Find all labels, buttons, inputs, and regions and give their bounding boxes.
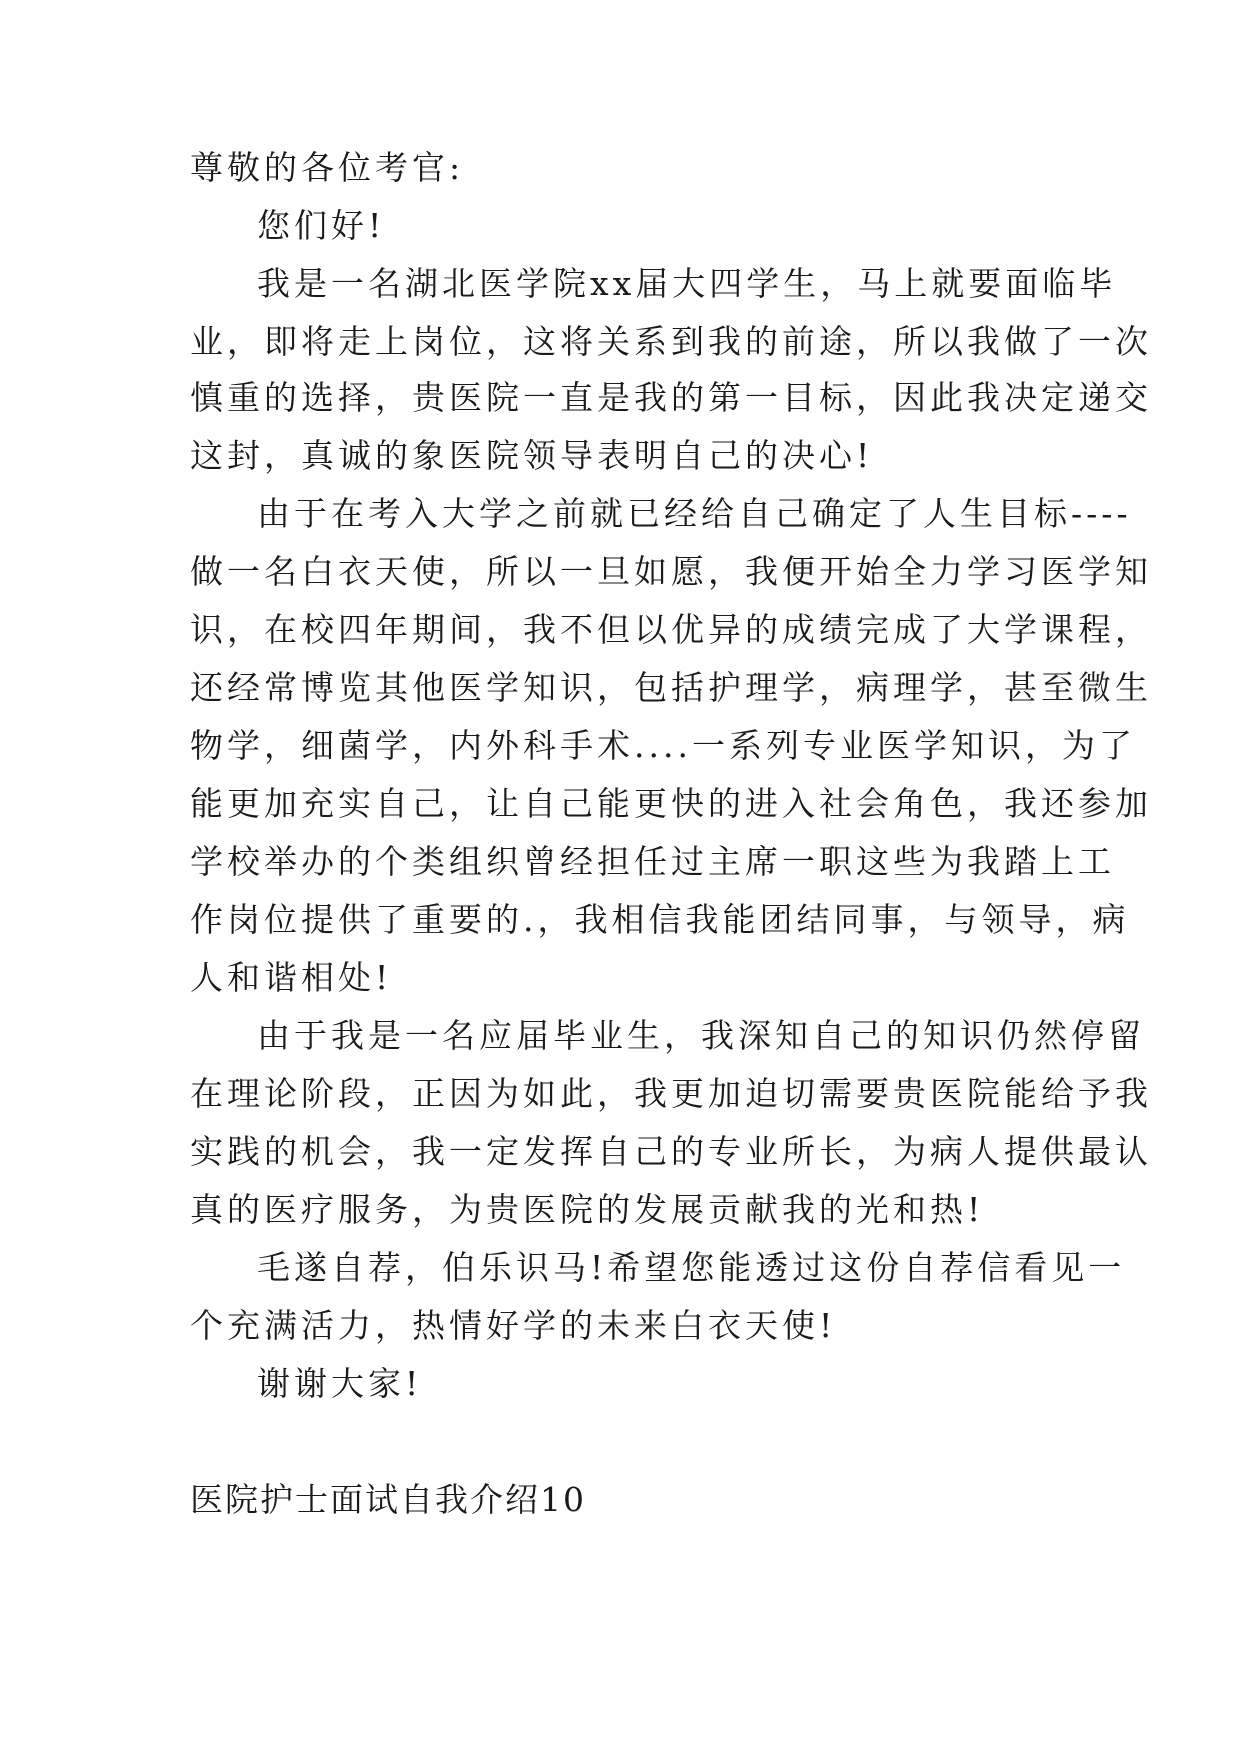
next-section-title: 医院护士面试自我介绍10 — [190, 1480, 586, 1519]
paragraph-line: 做一名白衣天使，所以一旦如愿，我便开始全力学习医学知 — [190, 552, 1152, 591]
paragraph-line: 在理论阶段，正因为如此，我更加迫切需要贵医院能给予我 — [190, 1074, 1152, 1113]
paragraph-line: 业，即将走上岗位，这将关系到我的前途，所以我做了一次 — [190, 322, 1152, 361]
paragraph-line: 个充满活力，热情好学的未来白衣天使! — [190, 1306, 837, 1345]
closing: 谢谢大家! — [257, 1364, 423, 1403]
greeting: 您们好! — [257, 206, 386, 245]
paragraph-line: 还经常博览其他医学知识，包括护理学，病理学，甚至微生 — [190, 668, 1152, 707]
paragraph-line: 识，在校四年期间，我不但以优异的成绩完成了大学课程， — [190, 610, 1152, 649]
paragraph-line: 人和谐相处! — [190, 958, 393, 997]
paragraph-line: 作岗位提供了重要的.，我相信我能团结同事，与领导，病 — [190, 900, 1130, 939]
paragraph-line: 由于在考入大学之前就已经给自己确定了人生目标---- — [257, 494, 1132, 533]
paragraph-line: 慎重的选择，贵医院一直是我的第一目标，因此我决定递交 — [190, 378, 1152, 417]
paragraph-line: 物学，细菌学，内外科手术....一系列专业医学知识，为了 — [190, 726, 1136, 765]
paragraph-line: 实践的机会，我一定发挥自己的专业所长，为病人提供最认 — [190, 1132, 1152, 1171]
paragraph-line: 真的医疗服务，为贵医院的发展贡献我的光和热! — [190, 1190, 985, 1229]
paragraph-line: 毛遂自荐，伯乐识马!希望您能透过这份自荐信看见一 — [257, 1248, 1126, 1287]
paragraph-line: 能更加充实自己，让自己能更快的进入社会角色，我还参加 — [190, 784, 1152, 823]
paragraph-line: 这封，真诚的象医院领导表明自己的决心! — [190, 436, 874, 475]
paragraph-line: 由于我是一名应届毕业生，我深知自己的知识仍然停留 — [257, 1016, 1145, 1055]
paragraph-line: 我是一名湖北医学院xx届大四学生，马上就要面临毕 — [257, 264, 1117, 303]
salutation: 尊敬的各位考官: — [190, 148, 465, 187]
paragraph-line: 学校举办的个类组织曾经担任过主席一职这些为我踏上工 — [190, 842, 1115, 881]
